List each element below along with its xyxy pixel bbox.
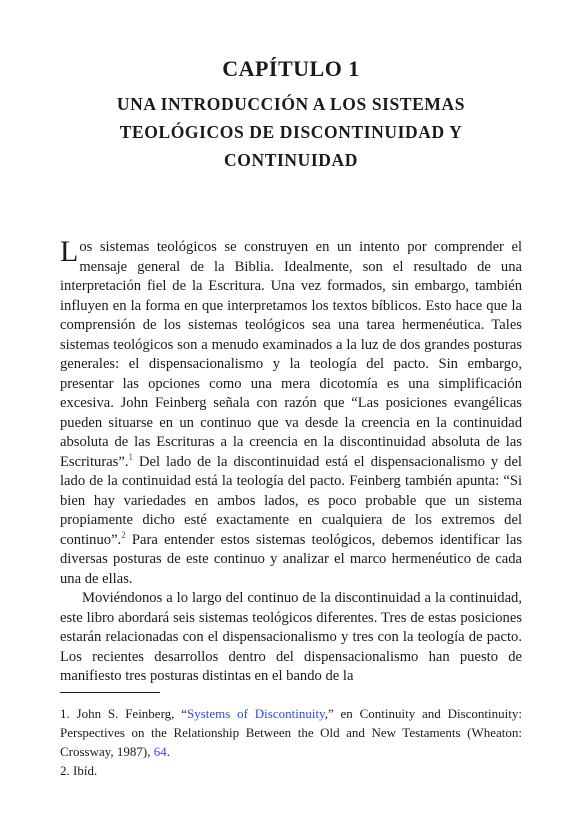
paragraph-1-text-c: Para entender estos sistemas teológicos, debemos identificar las diversas posturas de este continuo y analizar el marco hermenéutico de cada una de ellas. bbox=[60, 531, 522, 587]
footnote-1-end: . bbox=[166, 744, 171, 759]
footnote-1 bbox=[60, 704, 522, 761]
footnote-ref-2[interactable]: 2 bbox=[121, 529, 126, 540]
footnote-1-prefix: 1. John S. Feinberg, “ bbox=[60, 706, 187, 721]
footnotes bbox=[60, 704, 522, 780]
paragraph-1-text-a: os sistemas teológicos se construyen en un intento por comprender el mensaje general de la Biblia. Idealmente, son el resultado de una interpretación fiel de la Escritura. Una vez formados, sin embargo, también influyen en la forma en que interpretamos los textos bíblicos. Esto hace que la comprensión de los sistemas teológicos sea una tarea hermenéutica. Tales sistemas teológicos son a menudo examinados a la luz de dos grandes posturas generales: el dispensacionalismo y la teología del pacto. Sin embargo, presentar las opciones como una mera dicotomía es una simplificación excesiva. John Feinberg señala con razón que “Las posiciones evangélicas pueden situarse en un continuo que va desde la creencia en la continuidad absoluta de las Escrituras a la creencia en la discontinuidad absoluta de las Escrituras”. bbox=[60, 239, 522, 470]
footnote-1-page-link[interactable]: 64 bbox=[153, 744, 167, 759]
footnote-1-title-link[interactable]: Systems of Discontinuity bbox=[187, 706, 325, 721]
chapter-title-line-2: TEOLÓGICOS DE DISCONTINUIDAD Y bbox=[119, 122, 463, 142]
chapter-title bbox=[60, 90, 522, 174]
chapter-label: CAPÍTULO 1 bbox=[222, 56, 360, 81]
footnote-2: 2. Ibíd. bbox=[60, 763, 98, 778]
drop-cap: L bbox=[60, 235, 79, 268]
paragraph-2: Moviéndonos a lo largo del continuo de la discontinuidad a la continuidad, este libro abordará seis sistemas teológicos diferentes. Tres de estas posiciones estarán relacionadas con el dispensacionalismo y tres con la teología de pacto. Los recientes desarrollos dentro del dispensacionalismo han puesto de manifiesto tres posturas distintas en el bando de la bbox=[60, 590, 522, 684]
footnote-ref-1[interactable]: 1 bbox=[128, 451, 133, 462]
paragraph-1 bbox=[60, 235, 522, 589]
footnote-1-citation: ,” en Continuity and Discontinuity: Perspectives on the Relationship Between the Old and New Testaments (Wheaton: Crossway, 1987), bbox=[60, 706, 522, 759]
chapter-title-line-1: UNA INTRODUCCIÓN A LOS SISTEMAS bbox=[116, 94, 466, 114]
chapter-title-line-3: CONTINUIDAD bbox=[224, 150, 358, 170]
footnote-divider bbox=[60, 692, 160, 693]
book-page bbox=[60, 0, 522, 826]
body-text bbox=[60, 235, 522, 687]
paragraph-1-text-b: Del lado de la discontinuidad está el dispensacionalismo y del lado de la continuidad está la teología del pacto. Feinberg también apunta: “Si bien hay variedades en ambos lados, es poco probable que un sistema propiamente dicho esté exactamente en cualquiera de los extremos del continuo”. bbox=[60, 453, 522, 548]
